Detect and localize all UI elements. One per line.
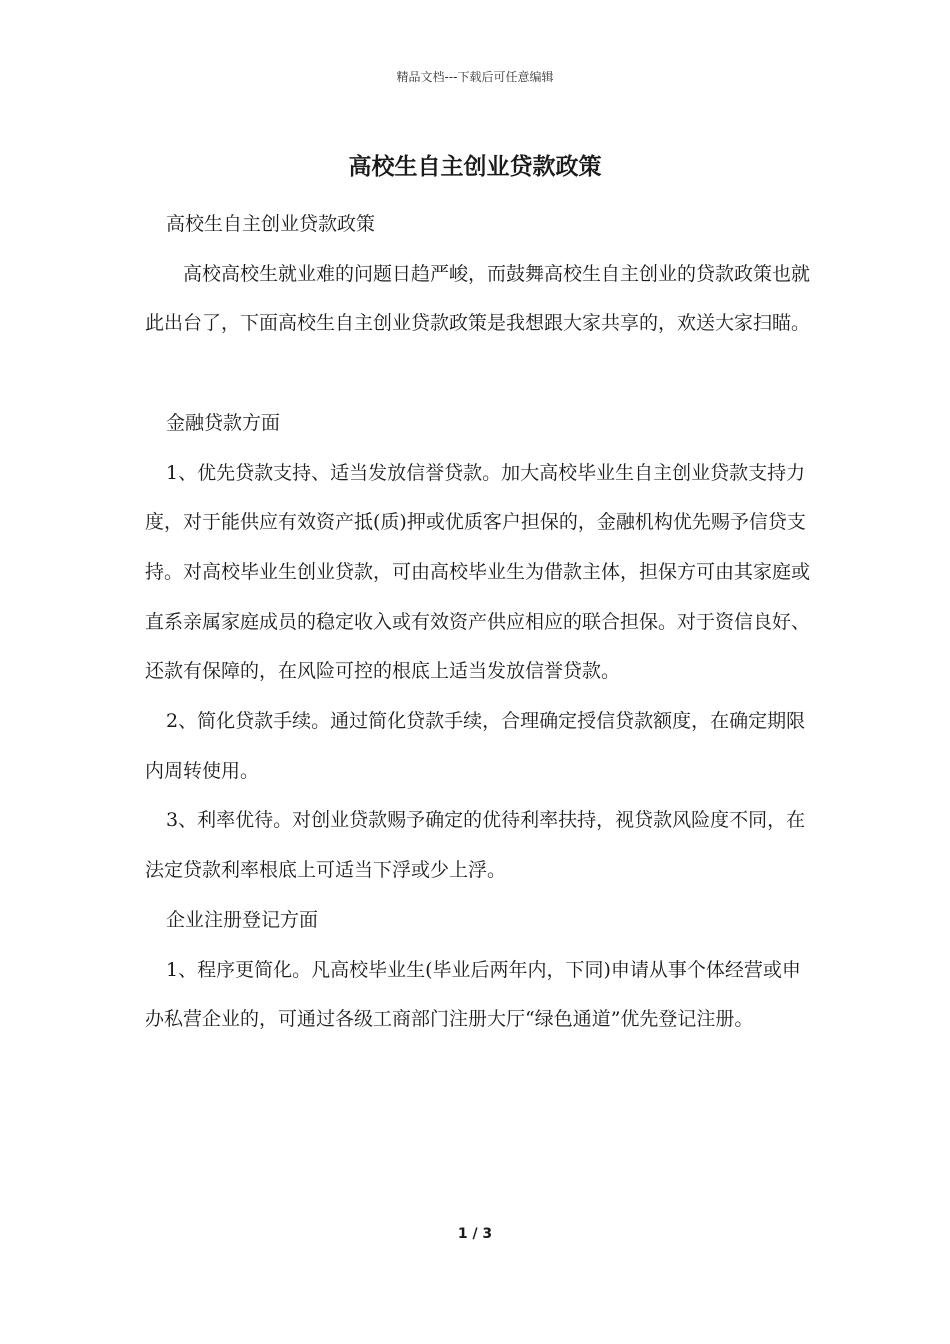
section-heading-registration: 企业注册登记方面 [166,908,319,931]
paragraph-spacer [145,349,810,399]
intro-paragraph: 高校高校生就业难的问题日趋严峻，而鼓舞高校生自主创业的贷款政策也就此出台了，下面高校生自主创业贷款政策是我想跟大家共享的，欢送大家扫瞄。 [145,262,811,335]
finance-item-3: 3、利率优待。对创业贷款赐予确定的优待利率扶持，视贷款风险度不同，在法定贷款利率根底上可适当下浮或少上浮。 [145,809,806,882]
page-number: 1 / 3 [457,1226,493,1242]
registration-item-1: 1、程序更简化。凡高校毕业生(毕业后两年内，下同)申请从事个体经营或申办私营企业的，可通过各级工商部门注册大厅“绿色通道”优先登记注册。 [145,958,801,1031]
document-title: 高校生自主创业贷款政策 [348,153,602,180]
finance-item-2: 2、简化贷款手续。通过简化贷款手续，合理确定授信贷款额度，在确定期限内周转使用。 [145,710,806,782]
subtitle-paragraph: 高校生自主创业贷款政策 [166,213,376,235]
finance-item-1: 1、优先贷款支持、适当发放信誉贷款。加大高校毕业生自主创业贷款支持力度，对于能供应有效资产抵(质)押或优质客户担保的，金融机构优先赐予信贷支持。对高校毕业生创业贷款，可由高校毕业生为借款主体，担保方可由其家庭或直系亲属家庭成员的稳定收入或有效资产供应相应的联合担保。对于资信良好、还款有保障的，在风险可控的根底上适当发放信誉贷款。 [145,461,811,683]
section-heading-finance: 金融贷款方面 [166,411,281,434]
header-note: 精品文档---下载后可任意编辑 [396,70,554,84]
document-body [145,200,810,1045]
